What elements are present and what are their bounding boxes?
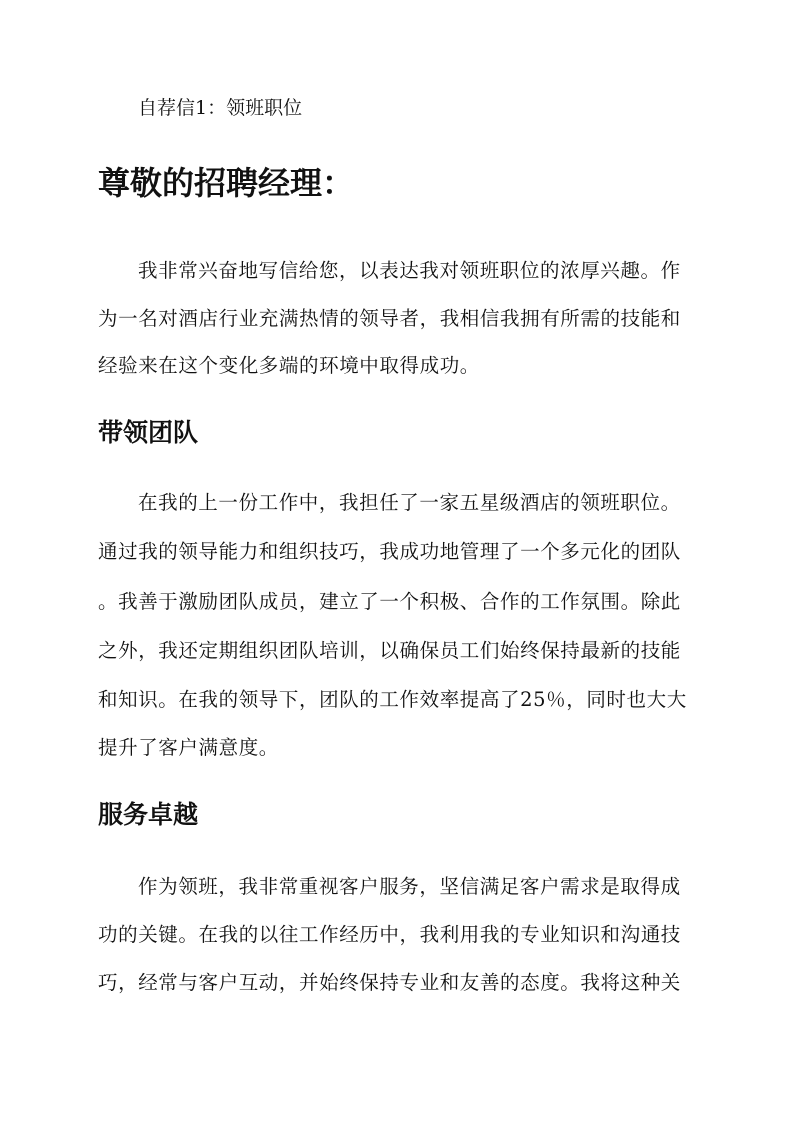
- section-line: 在我的上一份工作中，我担任了一家五星级酒店的领班职位。: [138, 491, 681, 514]
- section-line: 通过我的领导能力和组织技巧，我成功地管理了一个多元化的团队: [98, 540, 681, 563]
- document-title: 自荐信1：领班职位: [138, 97, 303, 119]
- section-line: 提升了客户满意度。: [98, 736, 279, 759]
- section-heading-service-excellence: 服务卓越: [98, 800, 199, 829]
- section-line: 功的关键。在我的以往工作经历中，我利用我的专业知识和沟通技: [98, 923, 681, 946]
- salutation: 尊敬的招聘经理：: [98, 164, 355, 202]
- intro-line: 为一名对酒店行业充满热情的领导者，我相信我拥有所需的技能和: [98, 307, 681, 330]
- section-line: 巧，经常与客户互动，并始终保持专业和友善的态度。我将这种关: [98, 971, 681, 994]
- section-line: 和知识。在我的领导下，团队的工作效率提高了25％，同时也大大: [98, 688, 687, 711]
- intro-line: 经验来在这个变化多端的环境中取得成功。: [98, 354, 480, 377]
- intro-line: 我非常兴奋地写信给您，以表达我对领班职位的浓厚兴趣。作: [138, 259, 681, 282]
- section-heading-leading-team: 带领团队: [98, 418, 199, 447]
- section-line: 。我善于激励团队成员，建立了一个积极、合作的工作氛围。除此: [98, 590, 681, 613]
- section-line: 作为领班，我非常重视客户服务，坚信满足客户需求是取得成: [138, 875, 681, 898]
- section-line: 之外，我还定期组织团队培训，以确保员工们始终保持最新的技能: [98, 639, 681, 662]
